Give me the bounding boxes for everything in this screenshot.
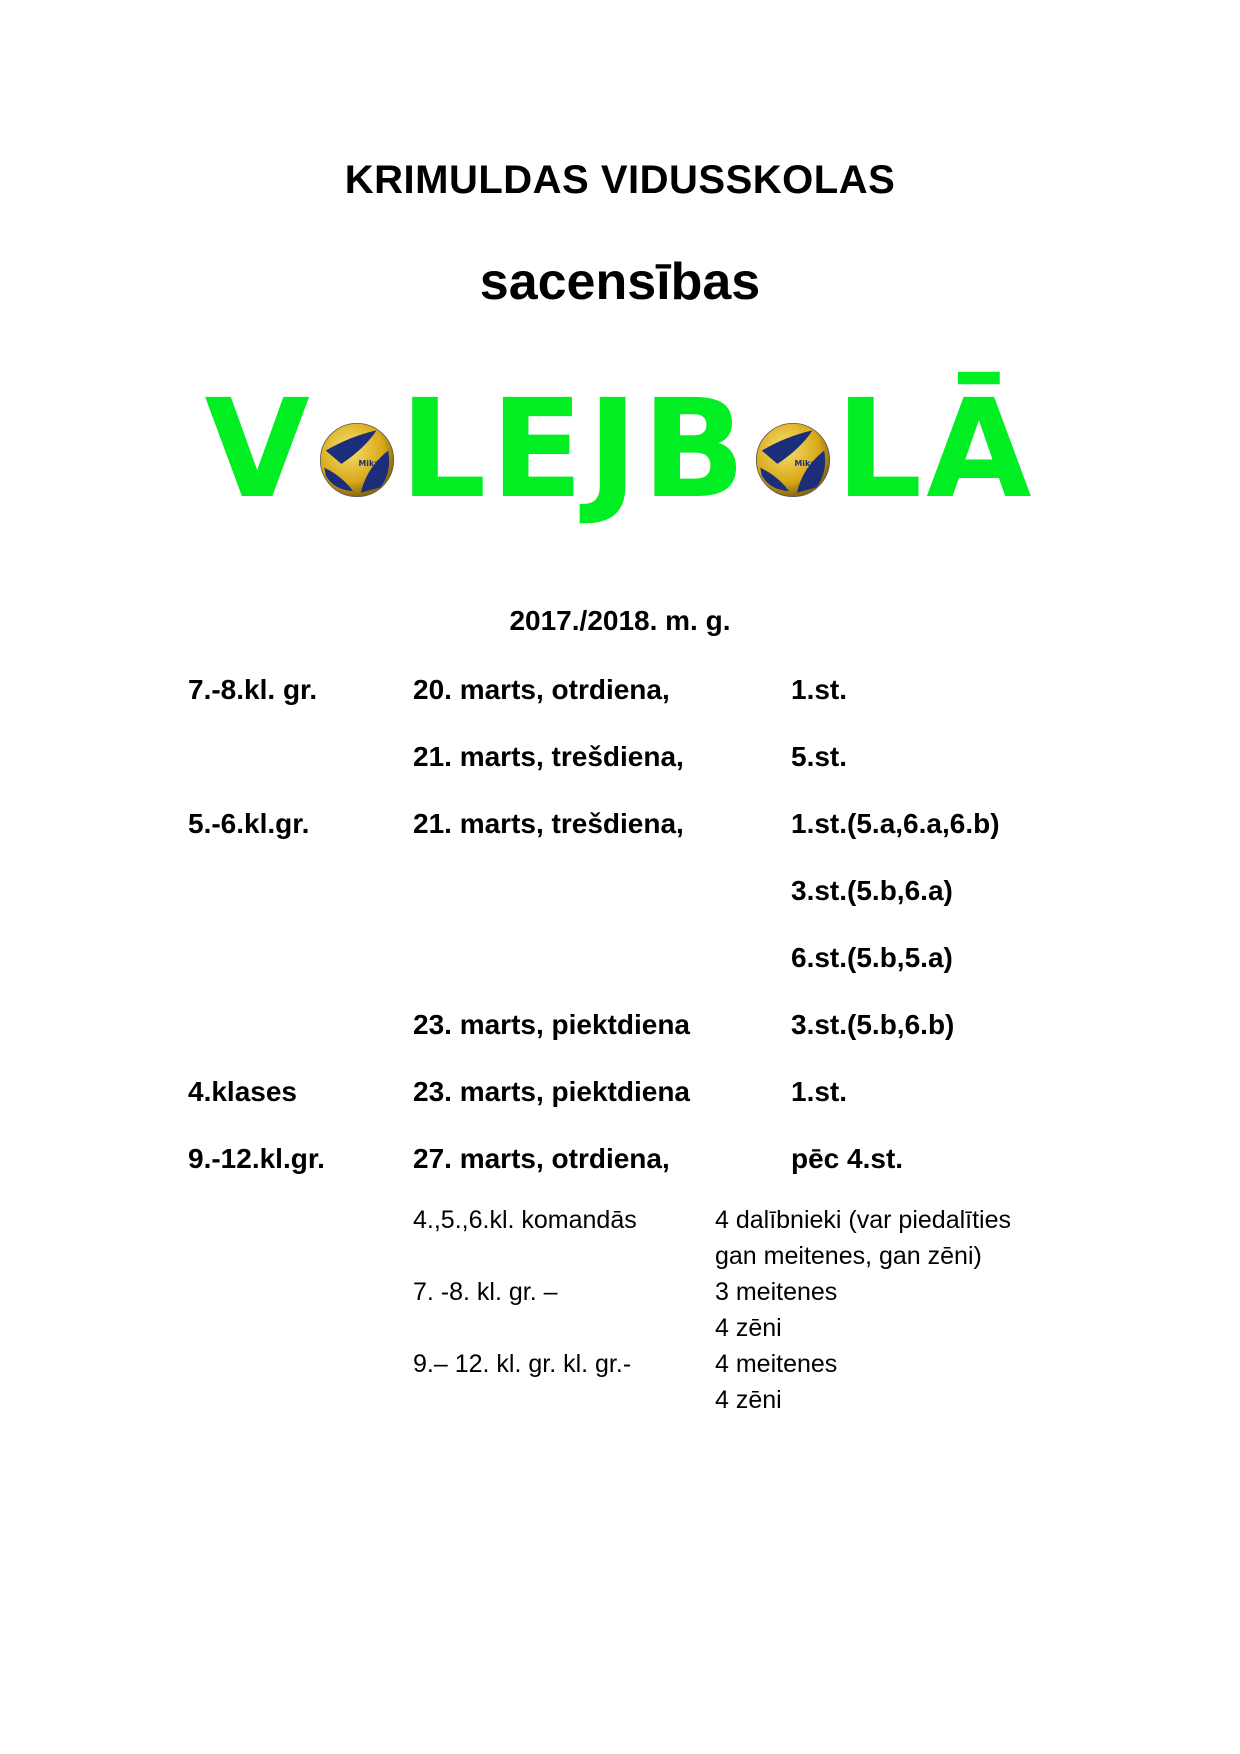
school-title: KRIMULDAS VIDUSSKOLAS	[344, 158, 896, 202]
volleyball-icon	[318, 421, 396, 499]
team-note-value: 3 meitenes	[715, 1278, 838, 1306]
schedule-lesson: 6.st.(5.b,5.a)	[791, 942, 953, 973]
team-note-value: 4 meitenes	[715, 1350, 838, 1378]
schedule-lesson: 3.st.(5.b,6.b)	[791, 1009, 955, 1040]
schedule-lesson: pēc 4.st.	[791, 1143, 904, 1174]
sport-title-part-3: LĀ	[835, 371, 1036, 529]
schedule-lesson: 1.st.(5.a,6.a,6.b)	[791, 808, 1000, 839]
team-note-value: gan meitenes, gan zēni)	[715, 1242, 982, 1270]
schedule-date: 27. marts, otrdiena,	[413, 1143, 670, 1174]
volleyball-icon	[754, 421, 832, 499]
schedule-lesson: 1.st.	[791, 1076, 848, 1107]
team-note-value: 4 zēni	[715, 1314, 782, 1342]
schedule-date: 21. marts, trešdiena,	[413, 741, 684, 772]
schedule-date: 21. marts, trešdiena,	[413, 808, 684, 839]
season-label: 2017./2018. m. g.	[509, 605, 731, 636]
svg-text:Mikasa: Mikasa	[358, 459, 390, 469]
schedule-date: 23. marts, piektdiena	[413, 1009, 691, 1040]
sport-title	[0, 371, 1240, 529]
team-note-label: 7. -8. kl. gr. –	[413, 1278, 558, 1306]
team-note-value: 4 dalībnieki (var piedalīties	[715, 1206, 1011, 1234]
schedule-group: 7.-8.kl. gr.	[188, 674, 318, 705]
sport-title-part-2: LEJB	[399, 371, 750, 529]
schedule-group: 9.-12.kl.gr.	[188, 1143, 325, 1174]
competition-subtitle: sacensības	[479, 253, 761, 311]
schedule-group: 4.klases	[188, 1076, 297, 1107]
sport-title-part-1: V	[204, 371, 314, 529]
team-note-label: 4.,5.,6.kl. komandās	[413, 1206, 637, 1234]
team-note-value: 4 zēni	[715, 1386, 782, 1414]
schedule-lesson: 5.st.	[791, 741, 848, 772]
schedule-date: 23. marts, piektdiena	[413, 1076, 691, 1107]
team-note-label: 9.– 12. kl. gr. kl. gr.-	[413, 1350, 632, 1378]
schedule-lesson: 1.st.	[791, 674, 848, 705]
schedule-date: 20. marts, otrdiena,	[413, 674, 670, 705]
svg-text:Mikasa: Mikasa	[794, 459, 825, 469]
schedule-lesson: 3.st.(5.b,6.a)	[791, 875, 953, 906]
schedule-group: 5.-6.kl.gr.	[188, 808, 310, 839]
